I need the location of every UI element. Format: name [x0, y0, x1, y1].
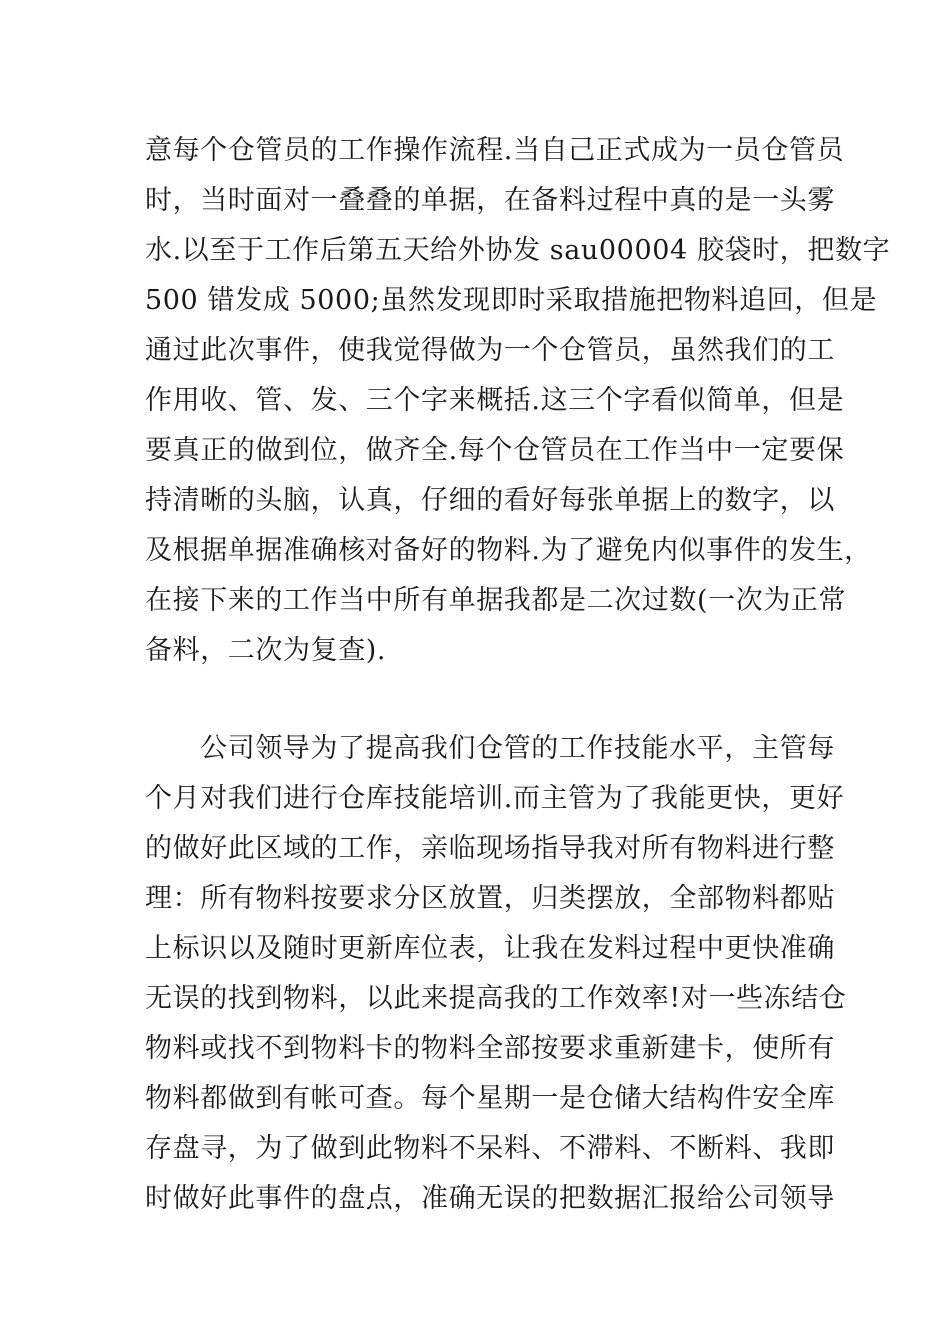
text-line: 时做好此事件的盘点，准确无误的把数据汇报给公司领导 — [145, 1183, 835, 1214]
text-line: 水.以至于工作后第五天给外协发 sau00004 胶袋时，把数字 — [145, 235, 891, 266]
text-line: 个月对我们进行仓库技能培训.而主管为了我能更快，更好 — [145, 783, 845, 814]
text-line: 通过此次事件，使我觉得做为一个仓管员，虽然我们的工 — [145, 335, 835, 366]
text-line: 备料，二次为复查). — [145, 635, 387, 666]
text-line: 要真正的做到位，做齐全.每个仓管员在工作当中一定要保 — [145, 435, 845, 466]
text-line: 无误的找到物料，以此来提高我的工作效率!对一些冻结仓 — [145, 983, 847, 1014]
text-line: 在接下来的工作当中所有单据我都是二次过数(一次为正常 — [145, 585, 847, 616]
text-line: 500 错发成 5000;虽然发现即时采取措施把物料追回，但是 — [145, 285, 878, 316]
text-line: 持清晰的头脑，认真，仔细的看好每张单据上的数字，以 — [145, 485, 835, 516]
text-line: 物料都做到有帐可查。每个星期一是仓储大结构件安全库 — [145, 1083, 835, 1114]
text-line: 存盘寻，为了做到此物料不呆料、不滞料、不断料、我即 — [145, 1133, 835, 1164]
text-line: 物料或找不到物料卡的物料全部按要求重新建卡，使所有 — [145, 1033, 835, 1064]
text-line: 公司领导为了提高我们仓管的工作技能水平，主管每 — [200, 733, 835, 764]
text-line: 意每个仓管员的工作操作流程.当自己正式成为一员仓管员 — [145, 135, 845, 166]
text-line: 及根据单据准确核对备好的物料.为了避免内似事件的发生， — [145, 535, 872, 566]
text-line: 理：所有物料按要求分区放置，归类摆放，全部物料都贴 — [145, 883, 835, 914]
text-line: 时，当时面对一叠叠的单据，在备料过程中真的是一头雾 — [145, 185, 835, 216]
text-line: 作用收、管、发、三个字来概括.这三个字看似简单，但是 — [145, 385, 845, 416]
text-line: 的做好此区域的工作，亲临现场指导我对所有物料进行整 — [145, 833, 835, 864]
text-line: 上标识以及随时更新库位表，让我在发料过程中更快准确 — [145, 933, 835, 964]
